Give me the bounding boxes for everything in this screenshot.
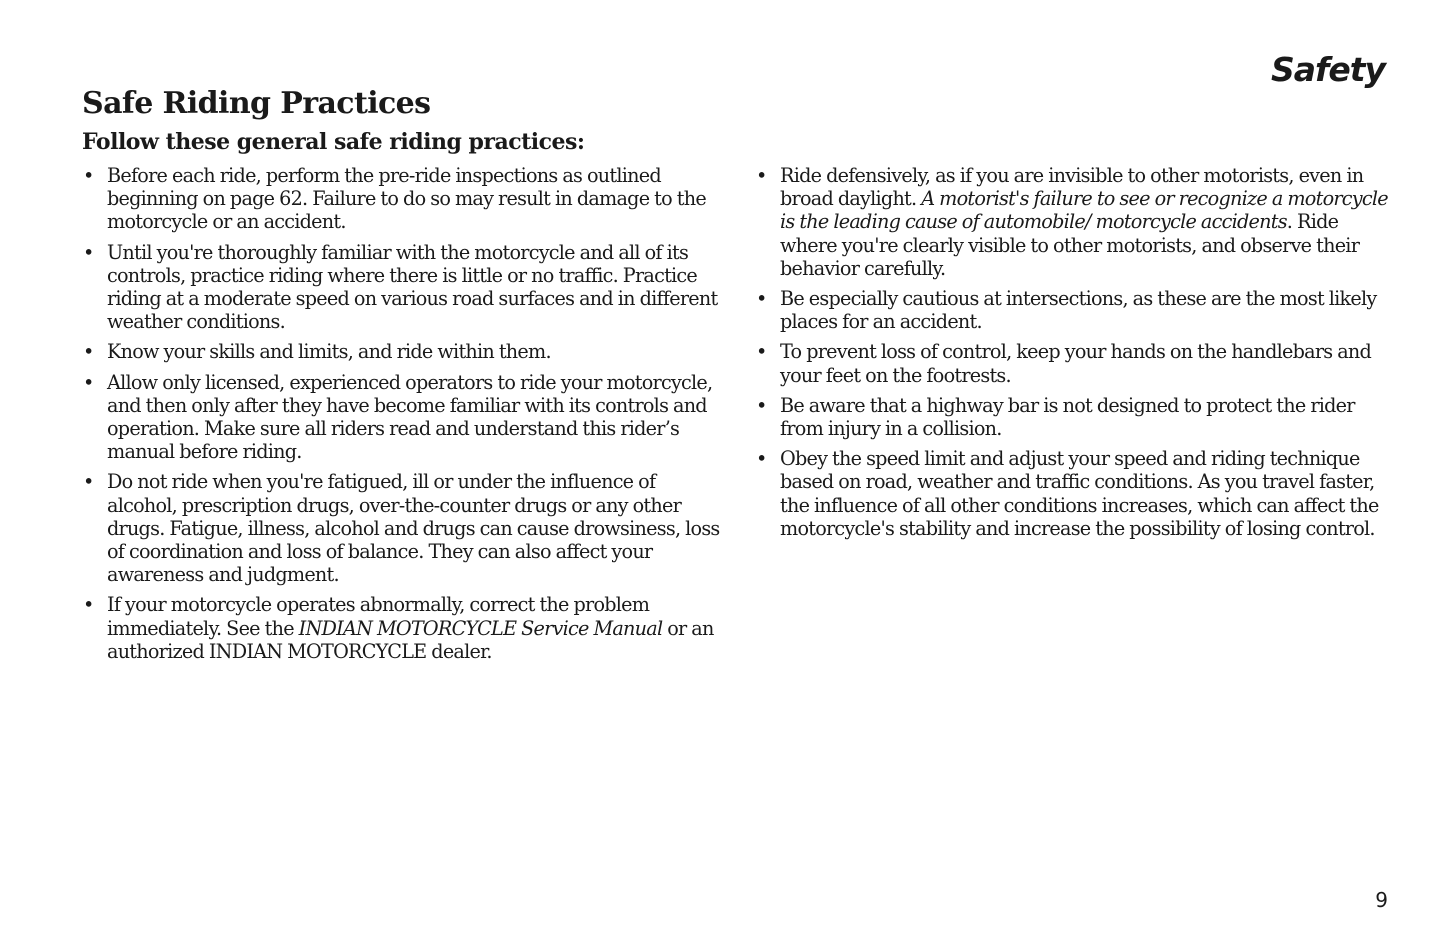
bullet-text: Be aware that a highway bar is not designed to protect the rider from injury in a collision. bbox=[780, 393, 1355, 441]
right-bullet-list bbox=[755, 164, 1395, 547]
page-subheading: Follow these general safe riding practices: bbox=[82, 129, 585, 155]
bullet-icon: • bbox=[83, 164, 94, 187]
bullet-item bbox=[82, 164, 722, 234]
bullet-text: Allow only licensed, experienced operators to ride your motorcycle, and then only after they have become familiar with its controls and operation. Make sure all riders read and understand this rider’s manual before riding. bbox=[107, 370, 713, 464]
bullet-icon: • bbox=[756, 393, 767, 417]
bullet-text: Know your skills and limits, and ride within them. bbox=[107, 340, 551, 364]
bullet-icon: • bbox=[83, 240, 94, 264]
bullet-item bbox=[82, 241, 722, 334]
bullet-icon: • bbox=[83, 340, 94, 364]
bullet-icon: • bbox=[756, 340, 767, 364]
bullet-text-part: Ride defensively, as if you are invisible to other motorists, even in broad daylight. bbox=[780, 164, 1364, 211]
bullet-icon: • bbox=[83, 593, 94, 617]
bullet-item bbox=[755, 447, 1395, 540]
emphasized-warning: A motorist's failure to see or recognize a motorcycle is the leading cause of automobile/ motorcycle accidents bbox=[780, 187, 1388, 234]
bullet-text: Be especially cautious at intersections, as these are the most likely places for an accident. bbox=[780, 287, 1377, 334]
bullet-icon: • bbox=[83, 470, 94, 494]
left-bullet-list bbox=[82, 164, 722, 670]
bullet-item bbox=[755, 164, 1395, 280]
bullet-item bbox=[755, 287, 1395, 333]
bullet-text-part: or an authorized INDIAN MOTORCYCLE dealer. bbox=[107, 616, 714, 663]
bullet-item bbox=[755, 340, 1395, 386]
page-heading: Safe Riding Practices bbox=[82, 86, 431, 121]
bullet-item bbox=[755, 394, 1395, 440]
bullet-item bbox=[82, 593, 722, 663]
bullet-text: Obey the speed limit and adjust your speed and riding technique based on road, weather and traffic conditions. As you travel faster, the influence of all other conditions increases, which can affect the motorcycle's stability and increase the possibility of losing control. bbox=[780, 447, 1379, 540]
bullet-text-part: If your motorcycle operates abnormally, correct the problem immediately. See the bbox=[107, 593, 650, 640]
bullet-icon: • bbox=[756, 164, 767, 187]
bullet-text: Do not ride when you're fatigued, ill or under the influence of alcohol, prescription drugs, over-the-counter drugs or any other drugs. Fatigue, illness, alcohol and drugs can cause drowsiness, loss of coordination and loss of balance. They can also affect your awareness and judgment. bbox=[107, 470, 720, 587]
bullet-text-part: . Ride where you're clearly visible to other motorists, and observe their behavior carefully. bbox=[780, 210, 1360, 280]
bullet-icon: • bbox=[756, 447, 767, 471]
bullet-item bbox=[82, 340, 722, 363]
bullet-text: To prevent loss of control, keep your hands on the handlebars and your feet on the footrests. bbox=[780, 340, 1372, 387]
bullet-item bbox=[82, 470, 722, 586]
bullet-text: Before each ride, perform the pre-ride inspections as outlined beginning on page 62. Failure to do so may result in damage to the motorcycle or an accident. bbox=[107, 164, 706, 234]
bullet-icon: • bbox=[83, 370, 94, 394]
bullet-text: Until you're thoroughly familiar with the motorcycle and all of its controls, practice riding where there is little or no traffic. Practice riding at a moderate speed on various road surfaces and in different weather conditions. bbox=[107, 240, 718, 334]
section-tab-title: Safety bbox=[1270, 50, 1385, 89]
service-manual-title: INDIAN MOTORCYCLE Service Manual bbox=[298, 616, 663, 640]
bullet-item bbox=[82, 371, 722, 464]
page-number: 9 bbox=[1375, 888, 1388, 912]
bullet-icon: • bbox=[756, 287, 767, 311]
